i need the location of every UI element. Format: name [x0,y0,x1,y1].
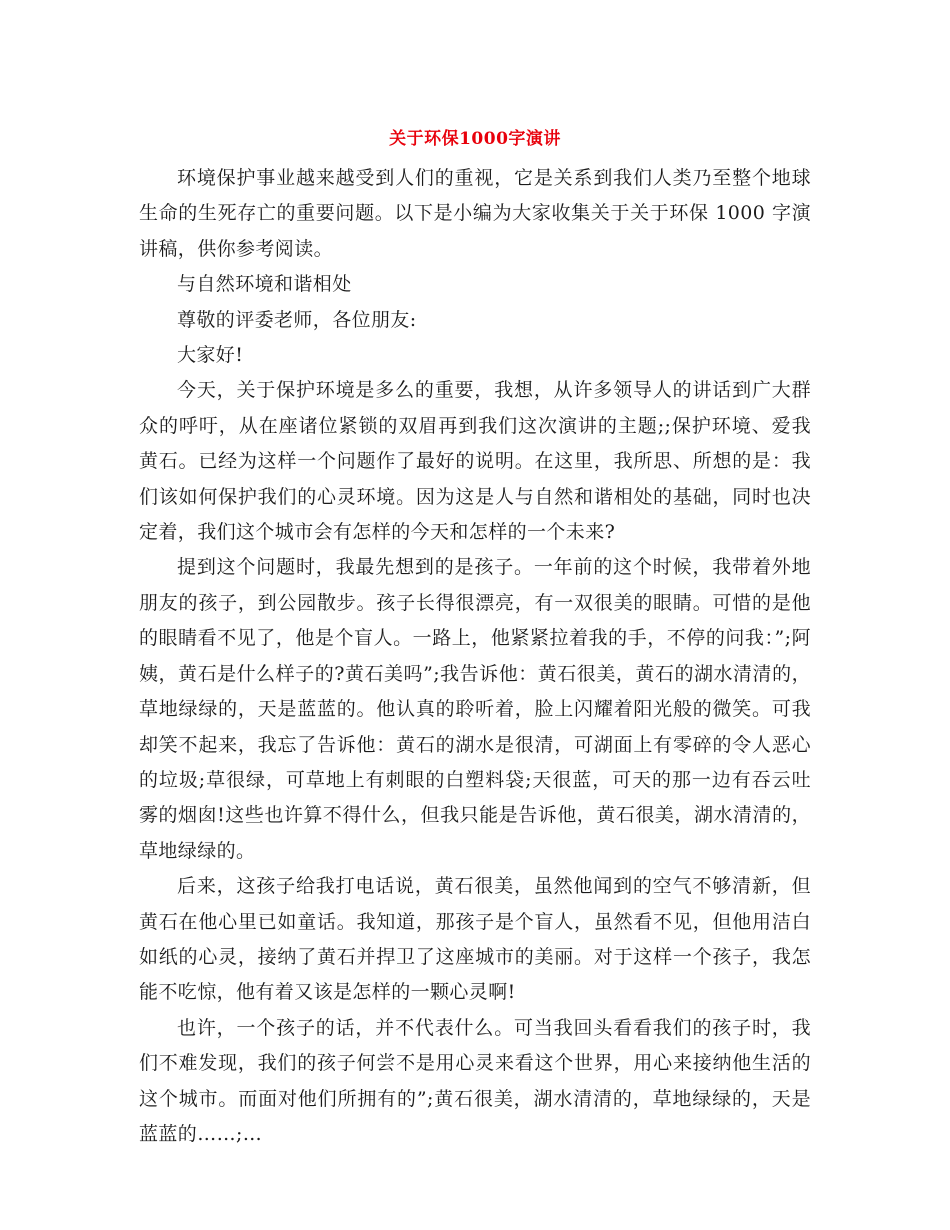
paragraph-body-2: 提到这个问题时，我最先想到的是孩子。一年前的这个时候，我带着外地朋友的孩子，到公园散步。孩子长得很漂亮，有一双很美的眼睛。可惜的是他的眼睛看不见了，他是个盲人。一路上，他紧紧拉着我的手，不停的问我：”;阿姨，黄石是什么样子的?黄石美吗”;我告诉他：黄石很美，黄石的湖水清清的，草地绿绿的，天是蓝蓝的。他认真的聆听着，脸上闪耀着阳光般的微笑。可我却笑不起来，我忘了告诉他：黄石的湖水是很清，可湖面上有零碎的令人恶心的垃圾;草很绿，可草地上有刺眼的白塑料袋;天很蓝，可天的那一边有吞云吐雾的烟囱!这些也许算不得什么，但我只能是告诉他，黄石很美，湖水清清的，草地绿绿的。 [139,556,811,862]
paragraph-salutation: 尊敬的评委老师，各位朋友: [177,308,417,331]
document-title: 关于环保1000字演讲 [389,129,561,149]
paragraph-body-3: 后来，这孩子给我打电话说，黄石很美，虽然他闻到的空气不够清新，但黄石在他心里已如童话。我知道，那孩子是个盲人，虽然看不见，但他用洁白如纸的心灵，接纳了黄石并捍卫了这座城市的美丽。对于这样一个孩子，我怎能不吃惊，他有着又该是怎样的一颗心灵啊! [139,875,811,1004]
paragraph-intro: 环境保护事业越来越受到人们的重视，它是关系到我们人类乃至整个地球生命的生死存亡的重要问题。以下是小编为大家收集关于关于环保 1000 字演讲稿，供你参考阅读。 [139,167,811,260]
paragraph-body-4: 也许，一个孩子的话，并不代表什么。可当我回头看看我们的孩子时，我们不难发现，我们的孩子何尝不是用心灵来看这个世界，用心来接纳他生活的这个城市。而面对他们所拥有的”;黄石很美，湖水清清的，草地绿绿的，天是蓝蓝的……;… [139,1016,811,1145]
paragraph-greeting: 大家好! [177,344,244,367]
paragraph-subtitle: 与自然环境和谐相处 [177,273,352,296]
document-body [139,161,811,1152]
paragraph-body-1: 今天，关于保护环境是多么的重要，我想，从许多领导人的讲话到广大群众的呼吁，从在座诸位紧锁的双眉再到我们这次演讲的主题;;保护环境、爱我黄石。已经为这样一个问题作了最好的说明。在这里，我所思、所想的是：我们该如何保护我们的心灵环境。因为这是人与自然和谐相处的基础，同时也决定着，我们这个城市会有怎样的今天和怎样的一个未来? [139,379,811,544]
